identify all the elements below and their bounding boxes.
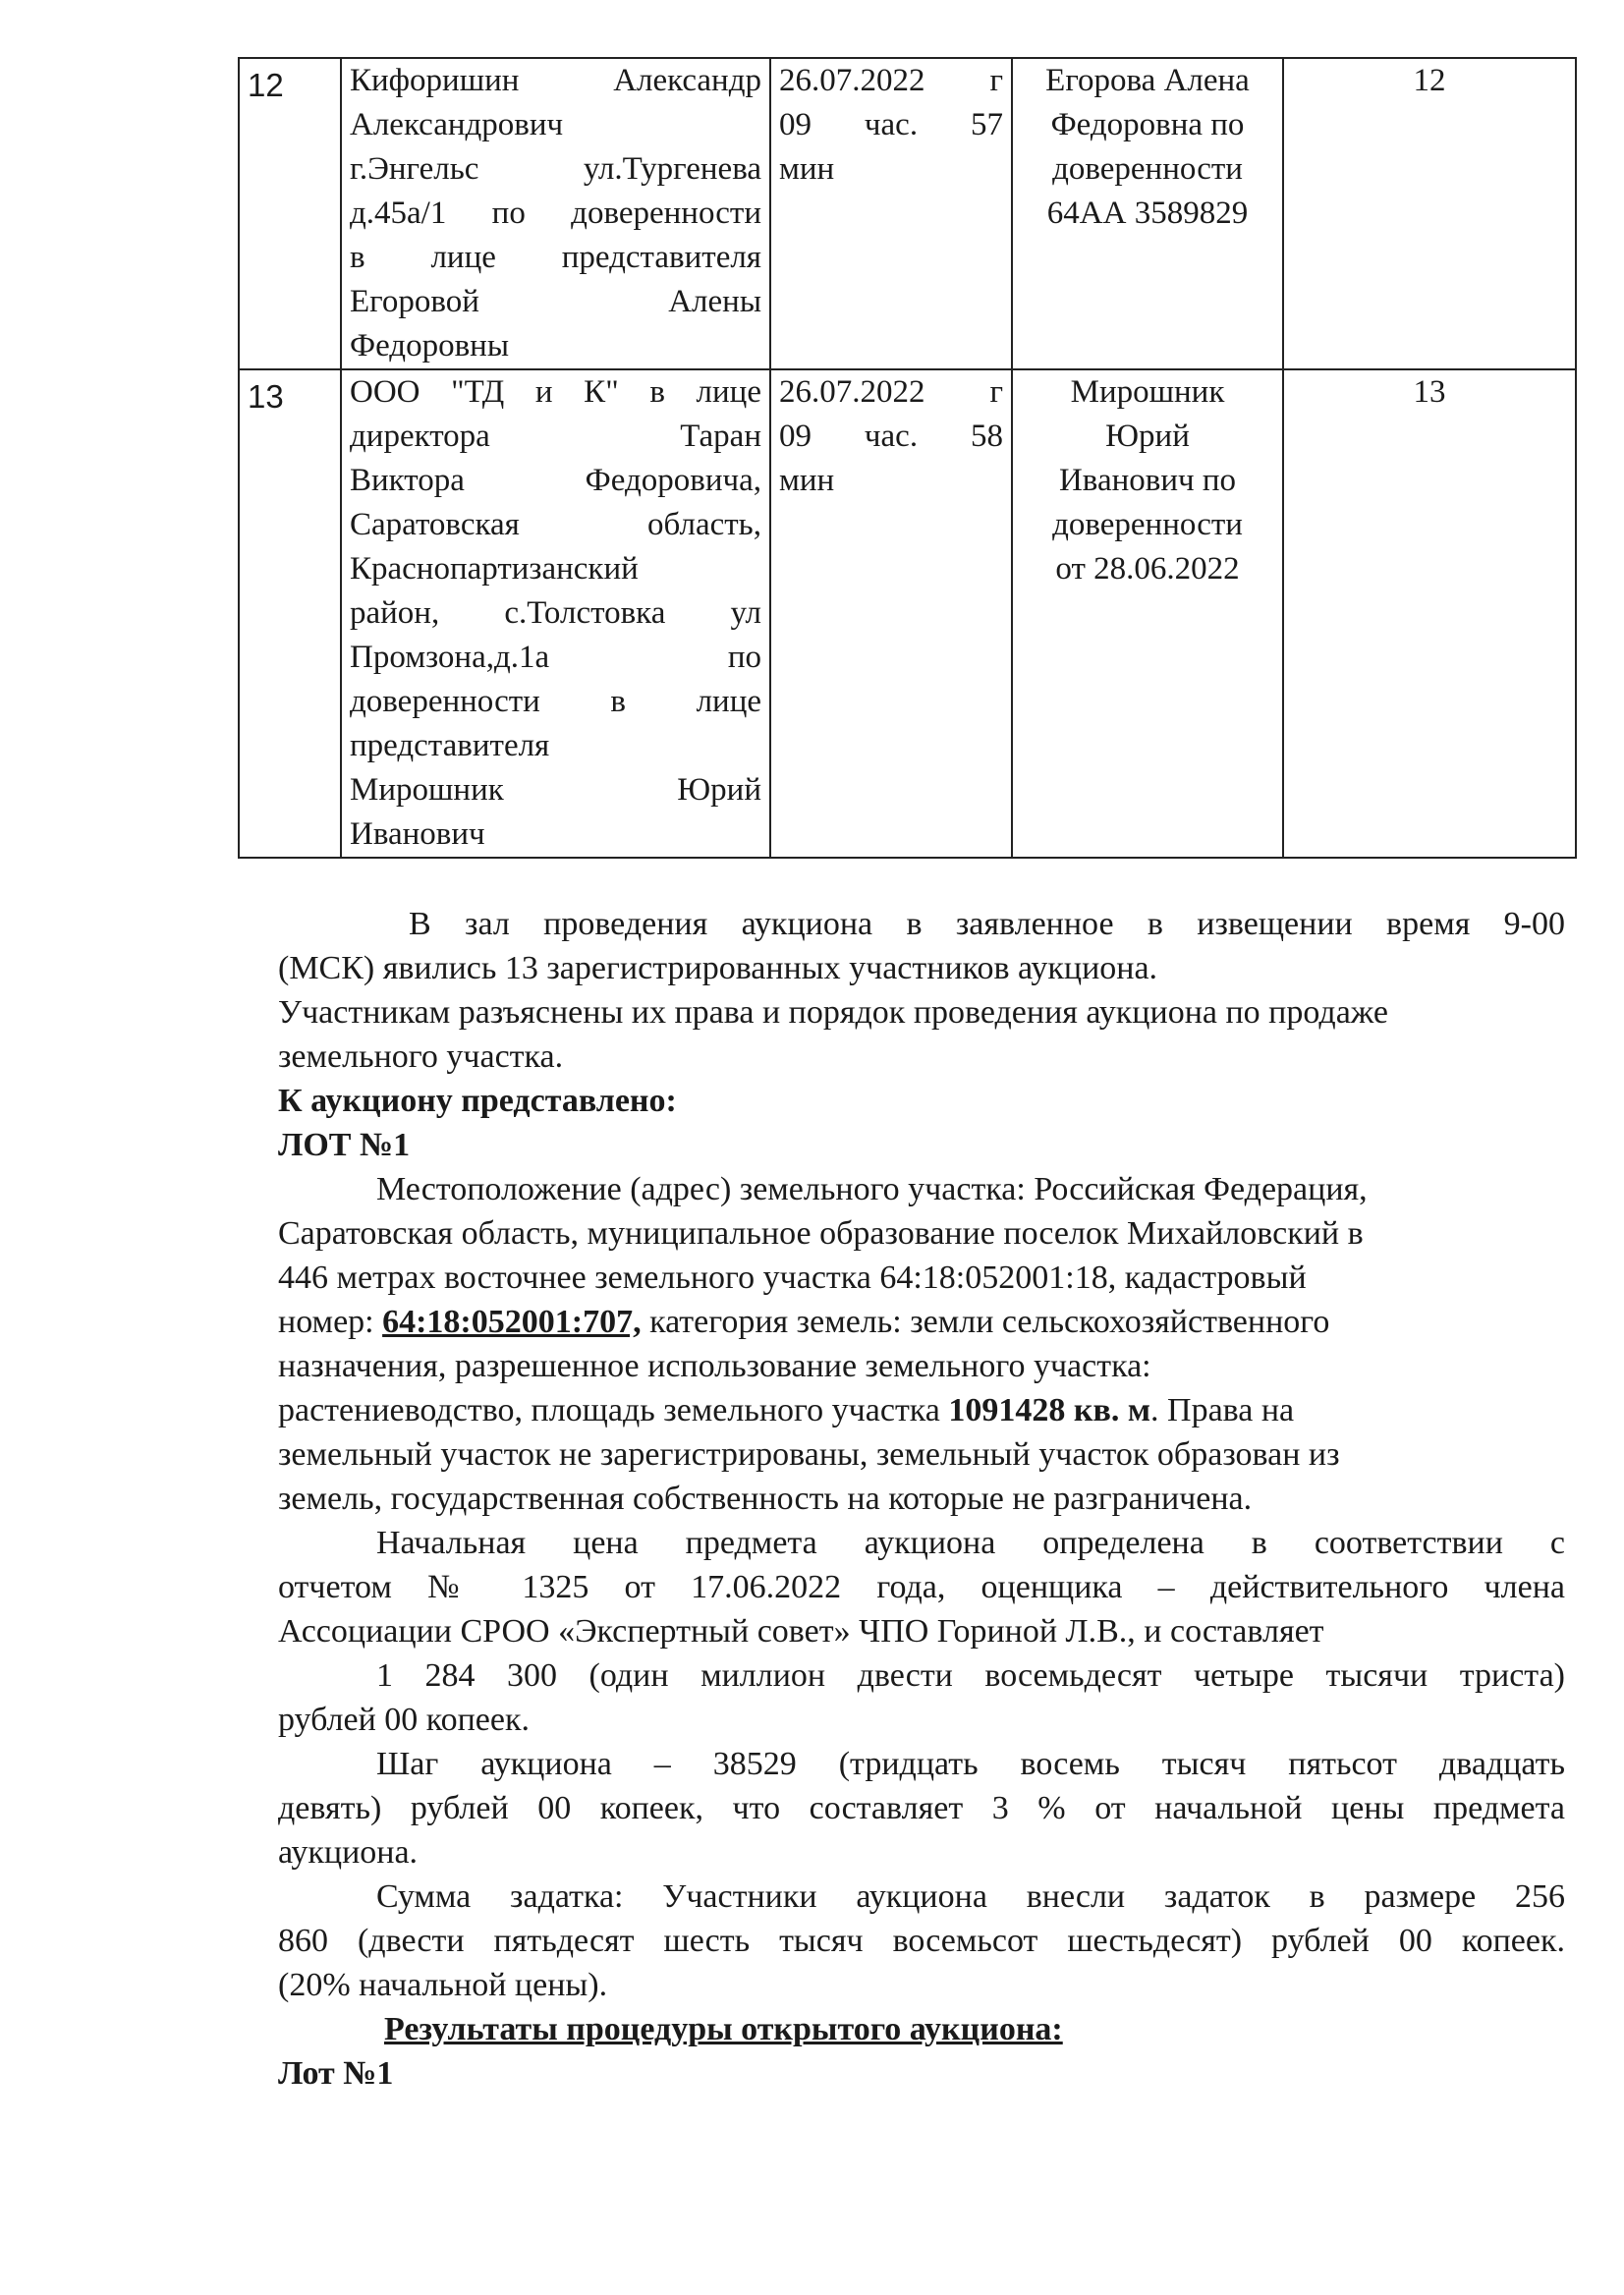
registration-time-line: 26.07.2022 г [779,374,1003,410]
representative-line: Иванович по [1058,463,1237,498]
lot-title: ЛОТ №1 [278,1127,411,1163]
step-line-1: Шаг аукциона – 38529 (тридцать восемь тысяч пятьсот двадцать [376,1746,1565,1782]
representative-line: от 28.06.2022 [1055,551,1240,587]
participant-name-line: Краснопартизанский [350,551,639,587]
participant-name-line: Промзона,д.1а по [350,640,761,675]
cadastral-number: 64:18:052001:707, [382,1304,642,1340]
cadastral-label: номер: [278,1304,383,1340]
participants-table-body [239,58,1576,858]
body-text [278,902,1565,2096]
row-number: 13 [239,369,341,858]
registration-time-line: 09 час. 57 [779,107,1003,142]
location-line-4 [278,1300,1565,1344]
rights-line-2: земельного участка. [278,1038,564,1075]
price-line-5: рублей 00 копеек. [278,1702,530,1738]
location-line-5: назначения, разрешенное использование земельного участка: [278,1348,1151,1384]
representative-line: доверенности [1052,507,1243,542]
location-line-8: земель, государственная собственность на которые не разграничена. [278,1481,1253,1517]
registration-time-line: 09 час. 58 [779,419,1003,454]
step-line-2: девять) рублей 00 копеек, что составляет 3 % от начальной цены предмета [278,1790,1565,1826]
registration-time-line: мин [779,463,835,498]
representative-line: Федоровна по [1050,107,1245,142]
rights-note: . Права на [1150,1392,1295,1428]
participant-name-line: представителя [350,728,550,763]
location-line-6 [278,1388,1565,1432]
representative-line: Егорова Алена [1045,63,1250,98]
deposit-line-3: (20% начальной цены). [278,1967,608,2003]
participant-name-line: г.Энгельс ул.Тургенева [350,151,761,187]
presented-heading: К аукциону представлено: [278,1083,677,1119]
participant-name-line: в лице представителя [350,240,761,275]
price-line-2: отчетом № 1325 от 17.06.2022 года, оценщика – действительного члена [278,1569,1565,1605]
table-row [239,58,1576,369]
participant-name-line: Кифоришин Александр [350,63,761,98]
participant-name-line: район, с.Толстовка ул [350,595,761,631]
land-category: категория земель: земли сельскохозяйственного [641,1304,1330,1340]
attendance-line-2: (МСК) явились 13 зарегистрированных участников аукциона. [278,950,1158,986]
price-line-1: Начальная цена предмета аукциона определена в соответствии с [376,1525,1565,1561]
card-number: 13 [1283,369,1576,858]
participant-name-line: д.45а/1 по доверенности [350,196,761,231]
participant-name-line: директора Таран [350,419,761,454]
attendance-line-1: В зал проведения аукциона в заявленное в извещении время 9-00 [409,906,1565,942]
step-line-3: аукциона. [278,1834,419,1871]
participant-name-line: ООО "ТД и К" в лице [350,374,761,410]
location-line-1: Местоположение (адрес) земельного участка: Российская Федерация, [376,1171,1368,1207]
participant-name-line: Мирошник Юрий [350,772,761,808]
table-row [239,369,1576,858]
row-number: 12 [239,58,341,369]
results-heading: Результаты процедуры открытого аукциона: [384,2011,1063,2047]
representative-line: Юрий [1105,419,1190,454]
area-value: 1091428 кв. м [948,1392,1151,1428]
area-label: растениеводство, площадь земельного участка [278,1392,949,1428]
location-line-3: 446 метрах восточнее земельного участка 64:18:052001:18, кадастровый [278,1259,1307,1296]
price-line-3: Ассоциации СРОО «Экспертный совет» ЧПО Гориной Л.В., и составляет [278,1613,1324,1650]
representative [1012,58,1283,369]
registration-time-line: мин [779,151,835,187]
participant-name [341,58,770,369]
representative [1012,369,1283,858]
location-line-2: Саратовская область, муниципальное образование поселок Михайловский в [278,1215,1364,1252]
registration-time [770,369,1012,858]
location-line-7: земельный участок не зарегистрированы, земельный участок образован из [278,1436,1340,1473]
price-line-4: 1 284 300 (один миллион двести восемьдесят четыре тысячи триста) [376,1657,1565,1694]
participant-name [341,369,770,858]
representative-line: Мирошник [1070,374,1225,410]
participant-name-line: Егоровой Алены [350,284,761,319]
representative-line: доверенности [1052,151,1243,187]
deposit-line-2: 860 (двести пятьдесят шесть тысяч восемьсот шестьдесят) рублей 00 копеек. [278,1923,1565,1959]
participant-name-line: Саратовская область, [350,507,761,542]
rights-line-1: Участникам разъяснены их права и порядок проведения аукциона по продаже [278,994,1388,1031]
participant-name-line: Иванович [350,816,485,852]
participant-name-line: Федоровны [350,328,509,364]
deposit-line-1: Сумма задатка: Участники аукциона внесли задаток в размере 256 [376,1878,1565,1915]
registration-time [770,58,1012,369]
participant-name-line: Александрович [350,107,564,142]
card-number: 12 [1283,58,1576,369]
representative-line: 64АА 3589829 [1046,196,1249,231]
participant-name-line: доверенности в лице [350,684,761,719]
registration-time-line: 26.07.2022 г [779,63,1003,98]
participants-table [238,57,1577,859]
lot-result-title: Лот №1 [278,2055,394,2092]
participant-name-line: Виктора Федоровича, [350,463,761,498]
